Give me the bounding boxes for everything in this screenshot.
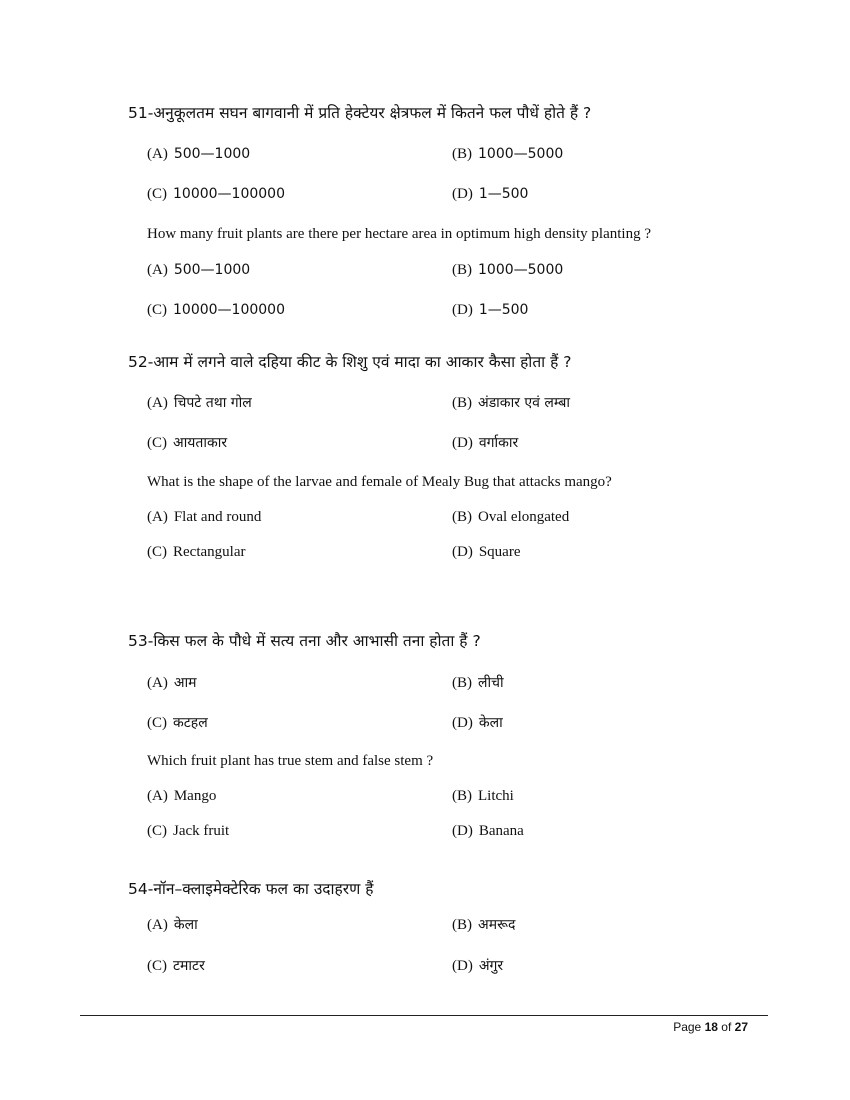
q51-hindi-option-c: (C) 10000—100000 [147, 186, 285, 202]
question-52-english: What is the shape of the larvae and female of Mealy Bug that attacks mango? [147, 474, 612, 490]
q54-hindi-option-a: (A) केला [147, 917, 198, 933]
q51-english-option-b: (B) 1000—5000 [452, 262, 564, 278]
q52-hindi-option-d: (D) वर्गाकार [452, 435, 519, 451]
q53-hindi-option-c: (C) कटहल [147, 715, 208, 731]
q52-english-option-c: (C) Rectangular [147, 544, 246, 560]
q51-english-option-c: (C) 10000—100000 [147, 302, 285, 318]
question-52-hindi: 52-आम में लगने वाले दहिया कीट के शिशु एवं मादा का आकार कैसा होता हैं ? [128, 353, 572, 371]
question-51-hindi: 51-अनुकूलतम सघन बागवानी में प्रति हेक्टेयर क्षेत्रफल में कितने फल पौधें होते हैं ? [128, 104, 592, 122]
q51-english-option-d: (D) 1—500 [452, 302, 529, 318]
q53-english-option-b: (B) Litchi [452, 788, 514, 804]
question-54-hindi: 54-नॉन–क्लाइमेक्टेरिक फल का उदाहरण हैं [128, 880, 374, 898]
page-number: Page 18 of 27 [673, 1020, 748, 1034]
q54-hindi-option-d: (D) अंगुर [452, 958, 504, 974]
q52-english-option-a: (A) Flat and round [147, 509, 262, 525]
q52-hindi-option-b: (B) अंडाकार एवं लम्बा [452, 395, 571, 411]
q52-hindi-option-a: (A) चिपटे तथा गोल [147, 395, 252, 411]
q52-english-option-d: (D) Square [452, 544, 521, 560]
q53-hindi-option-b: (B) लीची [452, 675, 504, 691]
q52-english-option-b: (B) Oval elongated [452, 509, 570, 525]
footer-divider [80, 1015, 768, 1016]
q51-hindi-option-b: (B) 1000—5000 [452, 146, 564, 162]
q54-hindi-option-c: (C) टमाटर [147, 958, 205, 974]
q53-hindi-option-d: (D) केला [452, 715, 503, 731]
q52-hindi-option-c: (C) आयताकार [147, 435, 228, 451]
q53-hindi-option-a: (A) आम [147, 675, 197, 691]
question-53-hindi: 53-किस फल के पौधे में सत्य तना और आभासी तना होता हैं ? [128, 632, 481, 650]
q51-english-option-a: (A) 500—1000 [147, 262, 251, 278]
q53-english-option-a: (A) Mango [147, 788, 217, 804]
question-53-english: Which fruit plant has true stem and false stem ? [147, 753, 434, 769]
q53-english-option-c: (C) Jack fruit [147, 823, 230, 839]
q54-hindi-option-b: (B) अमरूद [452, 917, 516, 933]
q53-english-option-d: (D) Banana [452, 823, 524, 839]
q51-hindi-option-d: (D) 1—500 [452, 186, 529, 202]
question-51-english: How many fruit plants are there per hectare area in optimum high density planting ? [147, 226, 652, 242]
q51-hindi-option-a: (A) 500—1000 [147, 146, 251, 162]
